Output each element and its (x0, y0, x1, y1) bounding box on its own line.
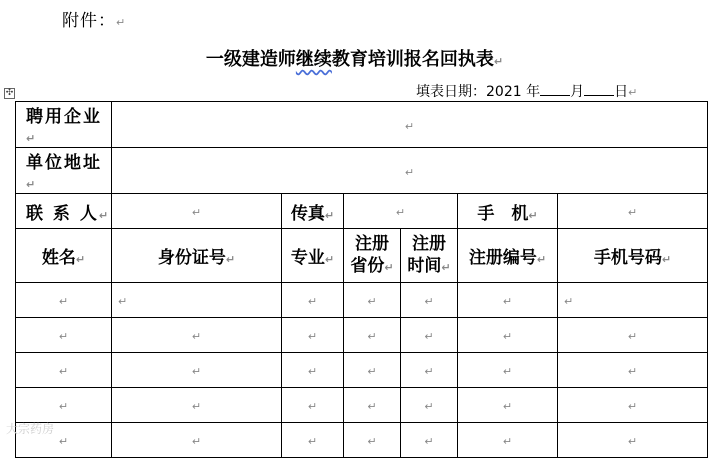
table-cell[interactable]: ↵ (401, 318, 458, 353)
watermark: 大宗药房 (6, 422, 55, 436)
address-field[interactable]: ↵ (112, 148, 708, 194)
title-part-2: 教育培训报名回执表 (331, 49, 494, 70)
table-cell[interactable]: ↵ (112, 283, 282, 318)
table-cell[interactable]: ↵ (282, 423, 344, 458)
table-cell[interactable]: ↵ (344, 318, 401, 353)
document-title: 一级建造师继续教育培训报名回执表↵ (205, 49, 504, 70)
fax-field[interactable]: ↵ (344, 194, 458, 229)
table-cell[interactable]: ↵ (344, 423, 401, 458)
table-cell[interactable]: ↵ (558, 318, 708, 353)
table-cell[interactable]: ↵ (282, 283, 344, 318)
table-row (16, 283, 708, 318)
header-reg-province: 注册 省份↵ (344, 229, 401, 283)
header-id-number: 身份证号↵ (112, 229, 282, 283)
contact-label: 联 系 人↵ (16, 194, 112, 229)
table-cell[interactable]: ↵ (458, 353, 558, 388)
title-part-1: 一级建造师 (205, 49, 296, 70)
table-cell[interactable]: ↵ (401, 353, 458, 388)
header-reg-time: 注册 时间↵ (401, 229, 458, 283)
table-row (16, 353, 708, 388)
attachment-label: 附件：↵ (62, 11, 127, 31)
header-major: 专业↵ (282, 229, 344, 283)
table-cell[interactable]: ↵ (458, 283, 558, 318)
fill-date-label: 填表日期：2021 年 (416, 84, 541, 100)
table-cell[interactable]: ↵ (558, 423, 708, 458)
table-row (16, 388, 708, 423)
table-cell[interactable]: ↵ (401, 283, 458, 318)
table-cell[interactable]: ↵ (458, 423, 558, 458)
table-cell[interactable]: ↵ (16, 423, 112, 458)
table-cell[interactable]: ↵ (16, 388, 112, 423)
contact-field[interactable]: ↵ (112, 194, 282, 229)
contact-row (16, 194, 708, 229)
table-cell[interactable]: ↵ (344, 388, 401, 423)
table-cell[interactable]: ↵ (112, 353, 282, 388)
header-reg-number: 注册编号↵ (458, 229, 558, 283)
table-row (16, 423, 708, 458)
address-label: 单位地址↵ (16, 148, 112, 194)
table-cell[interactable]: ↵ (344, 353, 401, 388)
table-row (16, 318, 708, 353)
table-cell[interactable]: ↵ (112, 318, 282, 353)
company-label: 聘用企业↵ (16, 102, 112, 148)
table-cell[interactable]: ↵ (282, 388, 344, 423)
address-row (16, 148, 708, 194)
table-move-handle-icon[interactable]: ✣ (5, 88, 14, 98)
table-cell[interactable]: ↵ (112, 423, 282, 458)
mobile-label: 手 机↵ (458, 194, 558, 229)
title-underlined: 继续 (295, 49, 332, 70)
table-cell[interactable]: ↵ (558, 353, 708, 388)
company-field[interactable]: ↵ (112, 102, 708, 148)
table-cell[interactable]: ↵ (344, 283, 401, 318)
fax-label: 传真↵ (282, 194, 344, 229)
table-cell[interactable]: ↵ (458, 318, 558, 353)
table-cell[interactable]: ↵ (282, 353, 344, 388)
table-cell[interactable]: ↵ (16, 283, 112, 318)
mobile-field[interactable]: ↵ (558, 194, 708, 229)
month-blank[interactable] (540, 81, 570, 96)
table-cell[interactable]: ↵ (558, 283, 708, 318)
table-cell[interactable]: ↵ (282, 318, 344, 353)
table-cell[interactable]: ↵ (558, 388, 708, 423)
table-cell[interactable]: ↵ (401, 388, 458, 423)
header-phone: 手机号码↵ (558, 229, 708, 283)
table-cell[interactable]: ↵ (458, 388, 558, 423)
table-cell[interactable]: ↵ (16, 353, 112, 388)
table-cell[interactable]: ↵ (16, 318, 112, 353)
fill-date: 填表日期：2021 年 月 日↵ (416, 81, 637, 101)
company-row (16, 102, 708, 148)
column-header-row (16, 229, 708, 283)
table-cell[interactable]: ↵ (112, 388, 282, 423)
day-blank[interactable] (584, 81, 614, 96)
registration-form-table (15, 101, 708, 458)
table-cell[interactable]: ↵ (401, 423, 458, 458)
header-name: 姓名↵ (16, 229, 112, 283)
